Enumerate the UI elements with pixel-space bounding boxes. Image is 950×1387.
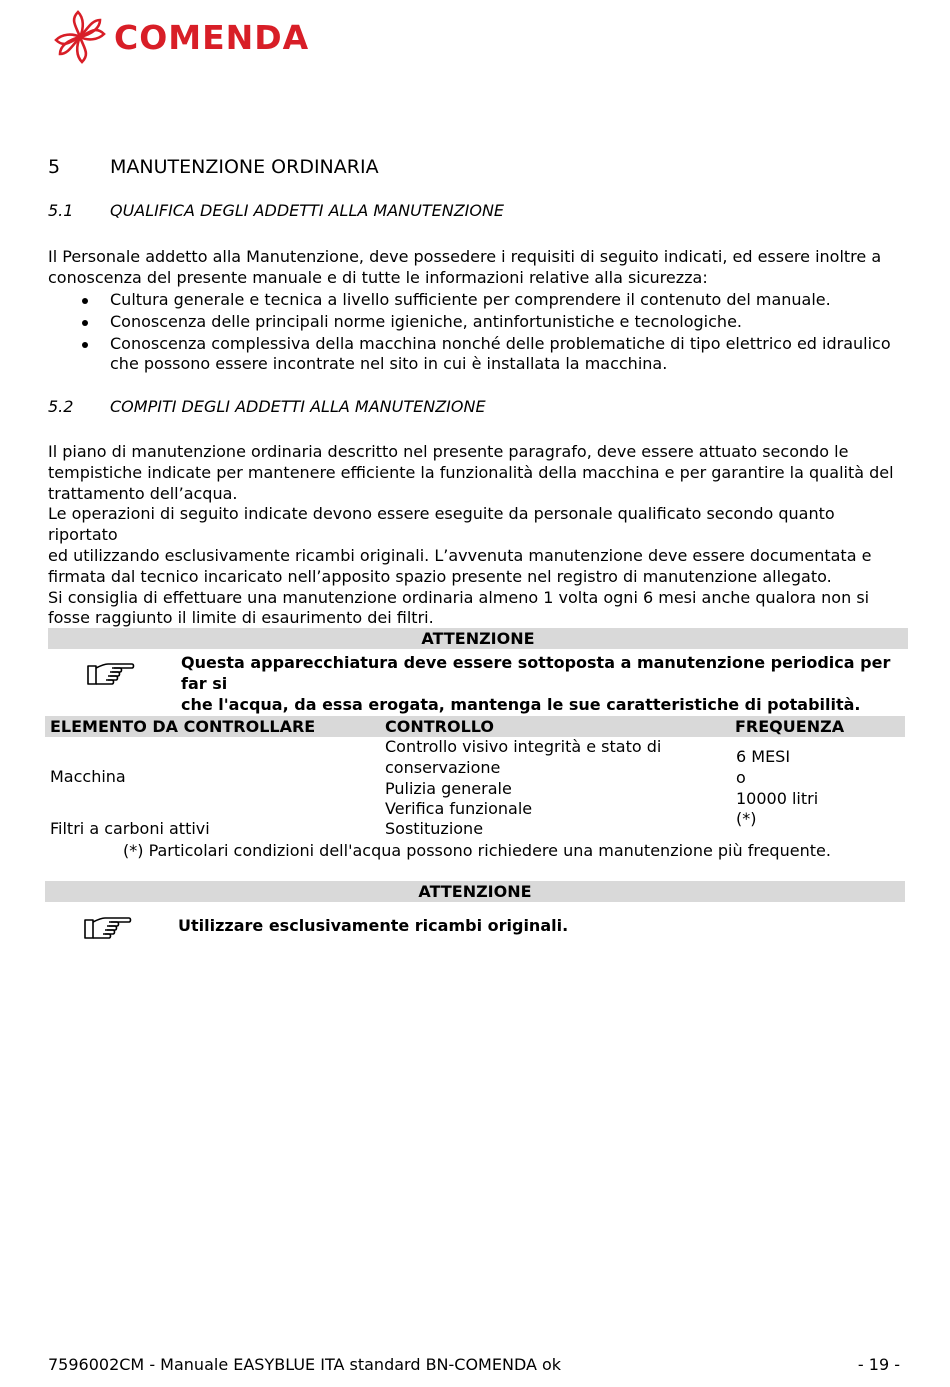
table-cell-element: Macchina <box>50 767 126 786</box>
table-cell-control: Sostituzione <box>385 819 484 838</box>
text-line: (*) <box>736 809 757 829</box>
section-title: MANUTENZIONE ORDINARIA <box>110 156 379 178</box>
text-line: fosse raggiunto il limite di esaurimento dei filtri. <box>48 608 434 628</box>
logo-wordmark: COMENDA <box>114 18 310 57</box>
table-cell-controls <box>385 737 661 820</box>
requirements-list <box>80 290 910 376</box>
text-line: Si consiglia di effettuare una manutenzione ordinaria almeno 1 volta ogni 6 mesi anche qualora non si <box>48 587 870 607</box>
table-footnote: (*) Particolari condizioni dell'acqua possono richiedere una manutenzione più frequente. <box>123 841 831 860</box>
document-reference: 7596002CM - Manuale EASYBLUE ITA standard BN-COMENDA ok <box>48 1355 562 1374</box>
text-line: conservazione <box>385 757 501 777</box>
warning-band: ATTENZIONE <box>45 881 905 902</box>
subsection-number: 5.2 <box>48 397 74 416</box>
subsection-title: QUALIFICA DEGLI ADDETTI ALLA MANUTENZIONE <box>110 201 505 220</box>
comenda-logo <box>52 8 372 66</box>
text-line: ed utilizzando esclusivamente ricambi originali. L’avvenuta manutenzione deve essere documentata e <box>48 545 872 565</box>
text-line: Il piano di manutenzione ordinaria descritto nel presente paragrafo, deve essere attuato secondo le <box>48 442 849 461</box>
text-line: che l'acqua, da essa erogata, mantenga le sue caratteristiche di potabilità. <box>181 695 861 714</box>
page-number: - 19 - <box>857 1355 900 1374</box>
logo-flower-icon <box>52 8 108 66</box>
list-item: Conoscenza delle principali norme igieniche, antinfortunistiche e tecnologiche. <box>80 312 910 333</box>
maintenance-table-body <box>45 737 905 841</box>
column-header: ELEMENTO DA CONTROLLARE <box>50 717 316 736</box>
text-line: 10000 litri <box>736 788 819 808</box>
text-line: Controllo visivo integrità e stato di <box>385 737 662 756</box>
intro-paragraph <box>48 247 908 289</box>
subsection-heading-5-2 <box>48 397 486 417</box>
column-header: FREQUENZA <box>735 717 845 736</box>
text-line: o <box>736 767 746 787</box>
page-footer <box>48 1354 908 1376</box>
list-item: Cultura generale e tecnica a livello sufficiente per comprendere il contenuto del manuale. <box>80 290 910 311</box>
subsection-title: COMPITI DEGLI ADDETTI ALLA MANUTENZIONE <box>110 397 486 416</box>
pointing-hand-icon <box>86 660 136 688</box>
warning-band: ATTENZIONE <box>48 628 908 649</box>
text-line: Il Personale addetto alla Manutenzione, deve possedere i requisiti di seguito indicati, ed essere inoltre a <box>48 247 882 266</box>
text-line: firmata dal tecnico incaricato nell’apposito spazio presente nel registro di manutenzione allegato. <box>48 566 832 586</box>
section-number: 5 <box>48 156 61 178</box>
pointing-hand-icon <box>83 914 133 942</box>
subsection-heading-5-1 <box>48 201 504 221</box>
column-header: CONTROLLO <box>385 717 494 736</box>
text-line: tempistiche indicate per mantenere efficiente la funzionalità della macchina e per garantire la qualità del <box>48 462 894 482</box>
text-line: 6 MESI <box>736 747 791 766</box>
table-cell-element: Filtri a carboni attivi <box>50 819 210 838</box>
subsection-number: 5.1 <box>48 201 74 220</box>
table-cell-frequency <box>736 747 818 830</box>
warning-message <box>181 652 901 715</box>
text-line: Verifica funzionale <box>385 799 533 819</box>
text-line: trattamento dell’acqua. <box>48 483 238 503</box>
text-line: Questa apparecchiatura deve essere sottoposta a manutenzione periodica per far si <box>181 653 891 693</box>
tasks-paragraph <box>48 442 908 629</box>
section-heading <box>48 155 379 179</box>
text-line: Le operazioni di seguito indicate devono essere eseguite da personale qualificato secondo quanto riportato <box>48 504 835 545</box>
text-line: conoscenza del presente manuale e di tutte le informazioni relative alla sicurezza: <box>48 267 708 287</box>
table-header-row <box>45 716 905 737</box>
text-line: Pulizia generale <box>385 778 512 798</box>
warning-message: Utilizzare esclusivamente ricambi originali. <box>178 916 569 935</box>
list-item: Conoscenza complessiva della macchina nonché delle problematiche di tipo elettrico ed idraulico che possono essere incontrate nel sito in cui è installata la macchina. <box>80 334 910 376</box>
